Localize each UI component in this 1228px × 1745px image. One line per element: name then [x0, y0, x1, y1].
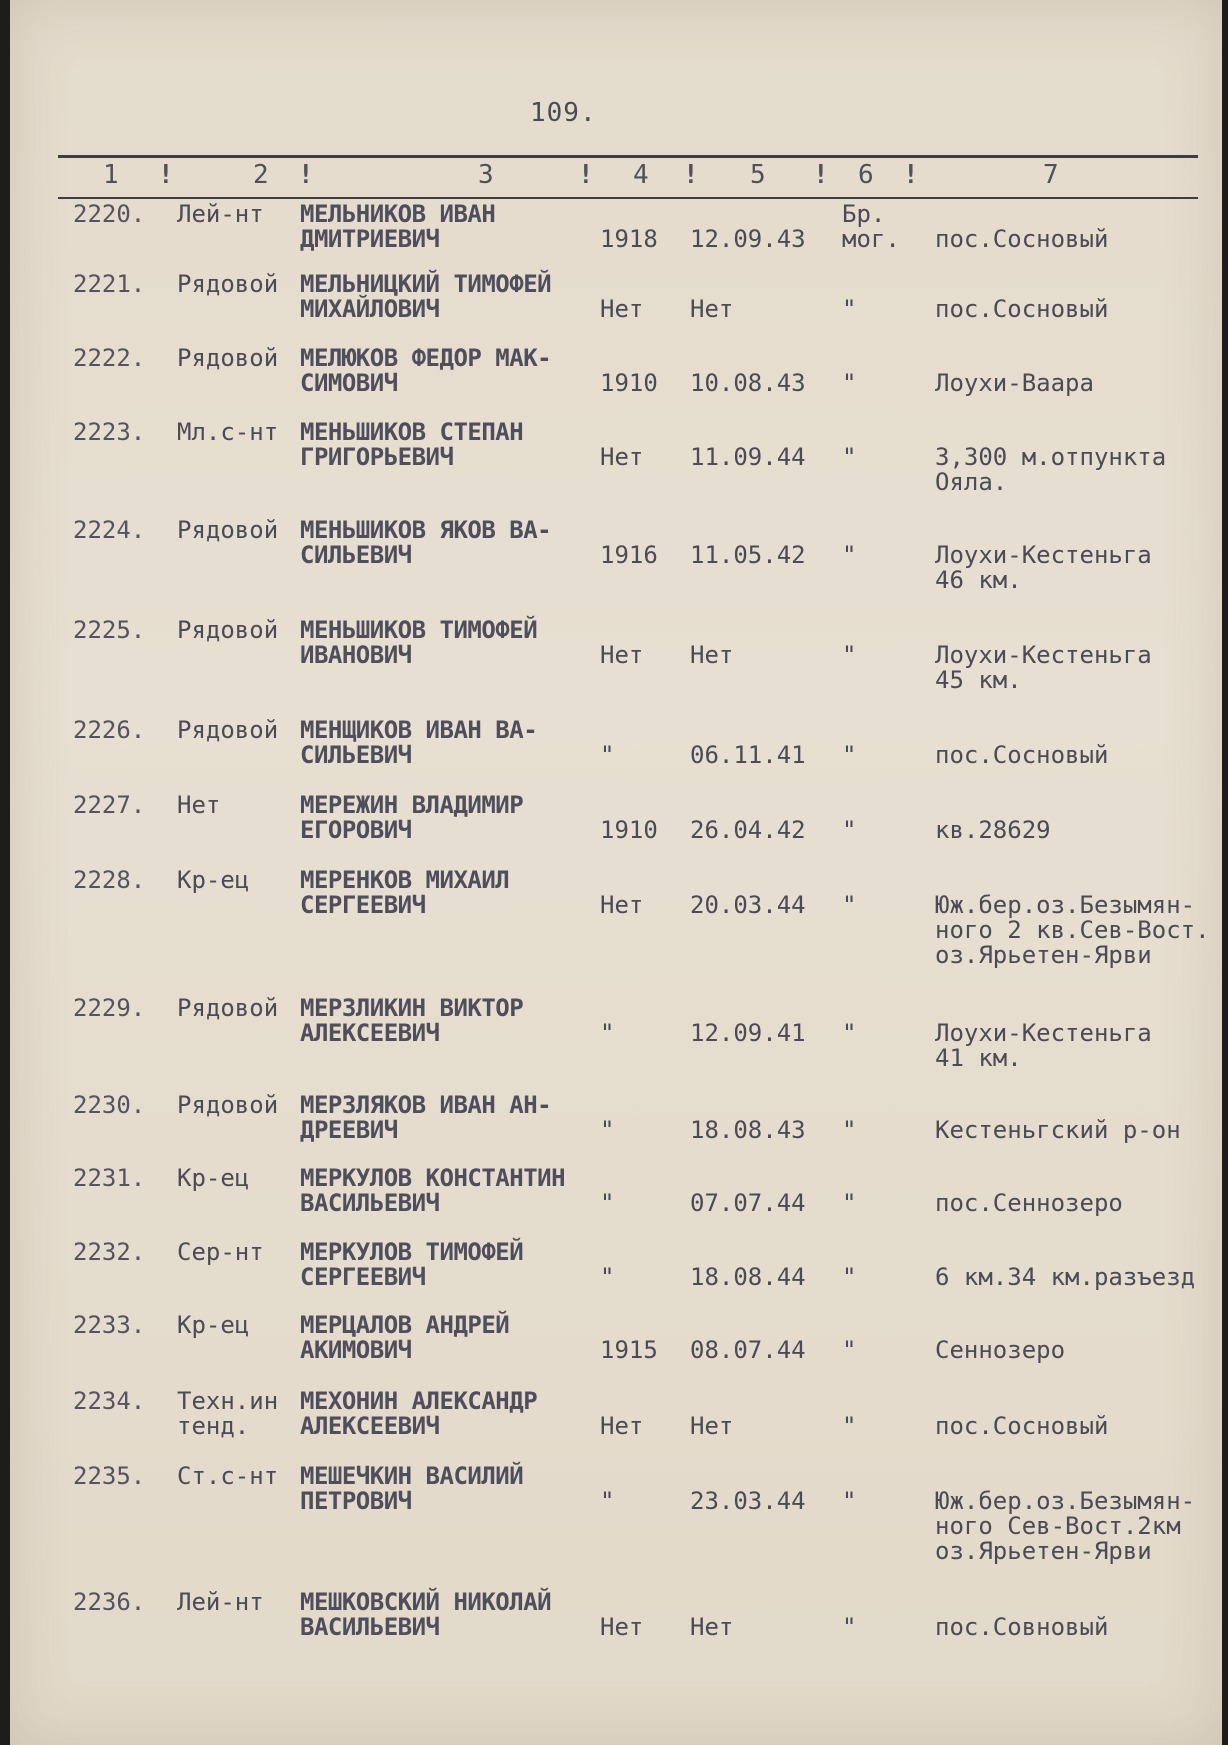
- rank: Сер-нт: [177, 1238, 264, 1266]
- rank: Кр-ец: [177, 866, 250, 894]
- record-number: 2236.: [73, 1588, 146, 1616]
- burial-place: пос.Сосновый: [935, 741, 1109, 769]
- column-separator: !: [578, 160, 594, 190]
- burial-place: Лоухи-Кестеньга 41 км.: [935, 1019, 1152, 1072]
- death-date: 06.11.41: [690, 741, 806, 769]
- full-name: МЕЛЮКОВ ФЕДОР МАК- СИМОВИЧ: [300, 344, 552, 397]
- burial-type: ": [842, 443, 857, 471]
- record-number: 2228.: [73, 866, 146, 894]
- birth-year: ": [600, 1019, 615, 1047]
- rank: Кр-ец: [177, 1164, 250, 1192]
- record-number: 2230.: [73, 1091, 146, 1119]
- record-number: 2229.: [73, 994, 146, 1022]
- record-number: 2226.: [73, 716, 146, 744]
- burial-type: ": [842, 541, 857, 569]
- record-number: 2224.: [73, 516, 146, 544]
- page-number: 109.: [530, 98, 597, 128]
- burial-type: ": [842, 1116, 857, 1144]
- birth-year: ": [600, 1189, 615, 1217]
- full-name: МЕНЬШИКОВ ЯКОВ ВА- СИЛЬЕВИЧ: [300, 516, 552, 569]
- birth-year: Нет: [600, 641, 644, 669]
- burial-place: 3,300 м.отпункта Ояла.: [935, 443, 1167, 496]
- birth-year: ": [600, 1263, 615, 1291]
- burial-place: 6 км.34 км.разъезд: [935, 1263, 1196, 1291]
- record-number: 2225.: [73, 616, 146, 644]
- record-number: 2234.: [73, 1387, 146, 1415]
- death-date: 18.08.44: [690, 1263, 806, 1291]
- burial-place: кв.28629: [935, 816, 1051, 844]
- full-name: МЕНЬШИКОВ ТИМОФЕЙ ИВАНОВИЧ: [300, 616, 538, 669]
- birth-year: Нет: [600, 891, 644, 919]
- column-separator: !: [683, 160, 699, 190]
- death-date: Нет: [690, 295, 734, 323]
- record-number: 2232.: [73, 1238, 146, 1266]
- full-name: МЕРЗЛИКИН ВИКТОР АЛЕКСЕЕВИЧ: [300, 994, 524, 1047]
- rank: Рядовой: [177, 1091, 279, 1119]
- burial-place: Юж.бер.оз.Безымян- ного Сев-Вост.2км оз.Ярьетен-Ярви: [935, 1487, 1196, 1565]
- column-separator: !: [903, 160, 919, 190]
- rank: Рядовой: [177, 616, 279, 644]
- column-header-4: 4: [633, 160, 649, 190]
- death-date: 26.04.42: [690, 816, 806, 844]
- document-page: [10, 0, 1222, 1745]
- burial-type: ": [842, 641, 857, 669]
- burial-type: ": [842, 1019, 857, 1047]
- birth-year: 1916: [600, 541, 658, 569]
- column-header-2: 2: [253, 160, 269, 190]
- header-bottom-rule: [58, 197, 1198, 199]
- full-name: МЕШКОВСКИЙ НИКОЛАЙ ВАСИЛЬЕВИЧ: [300, 1588, 552, 1641]
- burial-place: пос.Сосновый: [935, 295, 1109, 323]
- burial-place: Кестеньгский р-он: [935, 1116, 1181, 1144]
- burial-place: Сеннозеро: [935, 1336, 1066, 1364]
- birth-year: ": [600, 741, 615, 769]
- full-name: МЕЛЬНИЦКИЙ ТИМОФЕЙ МИХАЙЛОВИЧ: [300, 270, 552, 323]
- full-name: МЕРЕЖИН ВЛАДИМИР ЕГОРОВИЧ: [300, 791, 524, 844]
- rank: Ст.с-нт: [177, 1462, 279, 1490]
- birth-year: 1915: [600, 1336, 658, 1364]
- column-separator: !: [813, 160, 829, 190]
- burial-place: Лоухи-Кестеньга 45 км.: [935, 641, 1152, 694]
- birth-year: 1910: [600, 369, 658, 397]
- death-date: 08.07.44: [690, 1336, 806, 1364]
- column-header-row: [58, 160, 1198, 194]
- birth-year: Нет: [600, 1613, 644, 1641]
- burial-type: ": [842, 1189, 857, 1217]
- birth-year: Нет: [600, 295, 644, 323]
- rank: Рядовой: [177, 270, 279, 298]
- death-date: Нет: [690, 1412, 734, 1440]
- column-header-7: 7: [1043, 160, 1059, 190]
- record-number: 2223.: [73, 418, 146, 446]
- death-date: Нет: [690, 641, 734, 669]
- rank: Рядовой: [177, 994, 279, 1022]
- full-name: МЕШЕЧКИН ВАСИЛИЙ ПЕТРОВИЧ: [300, 1462, 524, 1515]
- burial-type: ": [842, 741, 857, 769]
- birth-year: 1910: [600, 816, 658, 844]
- rank: Рядовой: [177, 344, 279, 372]
- rank: Рядовой: [177, 516, 279, 544]
- burial-place: пос.Совновый: [935, 1613, 1109, 1641]
- record-number: 2233.: [73, 1311, 146, 1339]
- burial-type: ": [842, 891, 857, 919]
- death-date: 11.09.44: [690, 443, 806, 471]
- full-name: МЕРЗЛЯКОВ ИВАН АН- ДРЕЕВИЧ: [300, 1091, 552, 1144]
- birth-year: 1918: [600, 225, 658, 253]
- birth-year: ": [600, 1487, 615, 1515]
- burial-type: ": [842, 1336, 857, 1364]
- death-date: Нет: [690, 1613, 734, 1641]
- rank: Нет: [177, 791, 221, 819]
- burial-place: Юж.бер.оз.Безымян- ного 2 кв.Сев-Вост. оз.Ярьетен-Ярви: [935, 891, 1210, 969]
- burial-place: пос.Сосновый: [935, 225, 1109, 253]
- death-date: 11.05.42: [690, 541, 806, 569]
- column-separator: !: [298, 160, 314, 190]
- burial-place: Лоухи-Кестеньга 46 км.: [935, 541, 1152, 594]
- death-date: 10.08.43: [690, 369, 806, 397]
- rank: Лей-нт: [177, 1588, 264, 1616]
- burial-place: Лоухи-Ваара: [935, 369, 1094, 397]
- record-number: 2221.: [73, 270, 146, 298]
- rank: Кр-ец: [177, 1311, 250, 1339]
- burial-place: пос.Сеннозеро: [935, 1189, 1123, 1217]
- record-number: 2222.: [73, 344, 146, 372]
- death-date: 23.03.44: [690, 1487, 806, 1515]
- burial-type: ": [842, 1263, 857, 1291]
- full-name: МЕРКУЛОВ КОНСТАНТИН ВАСИЛЬЕВИЧ: [300, 1164, 566, 1217]
- birth-year: Нет: [600, 443, 644, 471]
- full-name: МЕНЬШИКОВ СТЕПАН ГРИГОРЬЕВИЧ: [300, 418, 524, 471]
- full-name: МЕРЕНКОВ МИХАИЛ СЕРГЕЕВИЧ: [300, 866, 510, 919]
- record-number: 2220.: [73, 200, 146, 228]
- burial-type: ": [842, 1412, 857, 1440]
- header-top-rule: [58, 155, 1198, 158]
- burial-type: ": [842, 1487, 857, 1515]
- record-number: 2235.: [73, 1462, 146, 1490]
- column-header-6: 6: [858, 160, 874, 190]
- burial-type: ": [842, 369, 857, 397]
- column-separator: !: [158, 160, 174, 190]
- death-date: 07.07.44: [690, 1189, 806, 1217]
- record-number: 2227.: [73, 791, 146, 819]
- record-number: 2231.: [73, 1164, 146, 1192]
- burial-type: ": [842, 295, 857, 323]
- full-name: МЕЛЬНИКОВ ИВАН ДМИТРИЕВИЧ: [300, 200, 496, 253]
- birth-year: Нет: [600, 1412, 644, 1440]
- column-header-5: 5: [750, 160, 766, 190]
- full-name: МЕРЦАЛОВ АНДРЕЙ АКИМОВИЧ: [300, 1311, 510, 1364]
- death-date: 12.09.41: [690, 1019, 806, 1047]
- column-header-3: 3: [478, 160, 494, 190]
- rank: Рядовой: [177, 716, 279, 744]
- full-name: МЕНЩИКОВ ИВАН ВА- СИЛЬЕВИЧ: [300, 716, 538, 769]
- death-date: 12.09.43: [690, 225, 806, 253]
- column-header-1: 1: [103, 160, 119, 190]
- death-date: 18.08.43: [690, 1116, 806, 1144]
- burial-type: ": [842, 816, 857, 844]
- full-name: МЕХОНИН АЛЕКСАНДР АЛЕКСЕЕВИЧ: [300, 1387, 538, 1440]
- rank: Мл.с-нт: [177, 418, 279, 446]
- death-date: 20.03.44: [690, 891, 806, 919]
- rank: Техн.ин тенд.: [177, 1387, 279, 1440]
- rank: Лей-нт: [177, 200, 264, 228]
- burial-place: пос.Сосновый: [935, 1412, 1109, 1440]
- burial-type: Бр. мог.: [842, 200, 900, 253]
- full-name: МЕРКУЛОВ ТИМОФЕЙ СЕРГЕЕВИЧ: [300, 1238, 524, 1291]
- burial-type: ": [842, 1613, 857, 1641]
- birth-year: ": [600, 1116, 615, 1144]
